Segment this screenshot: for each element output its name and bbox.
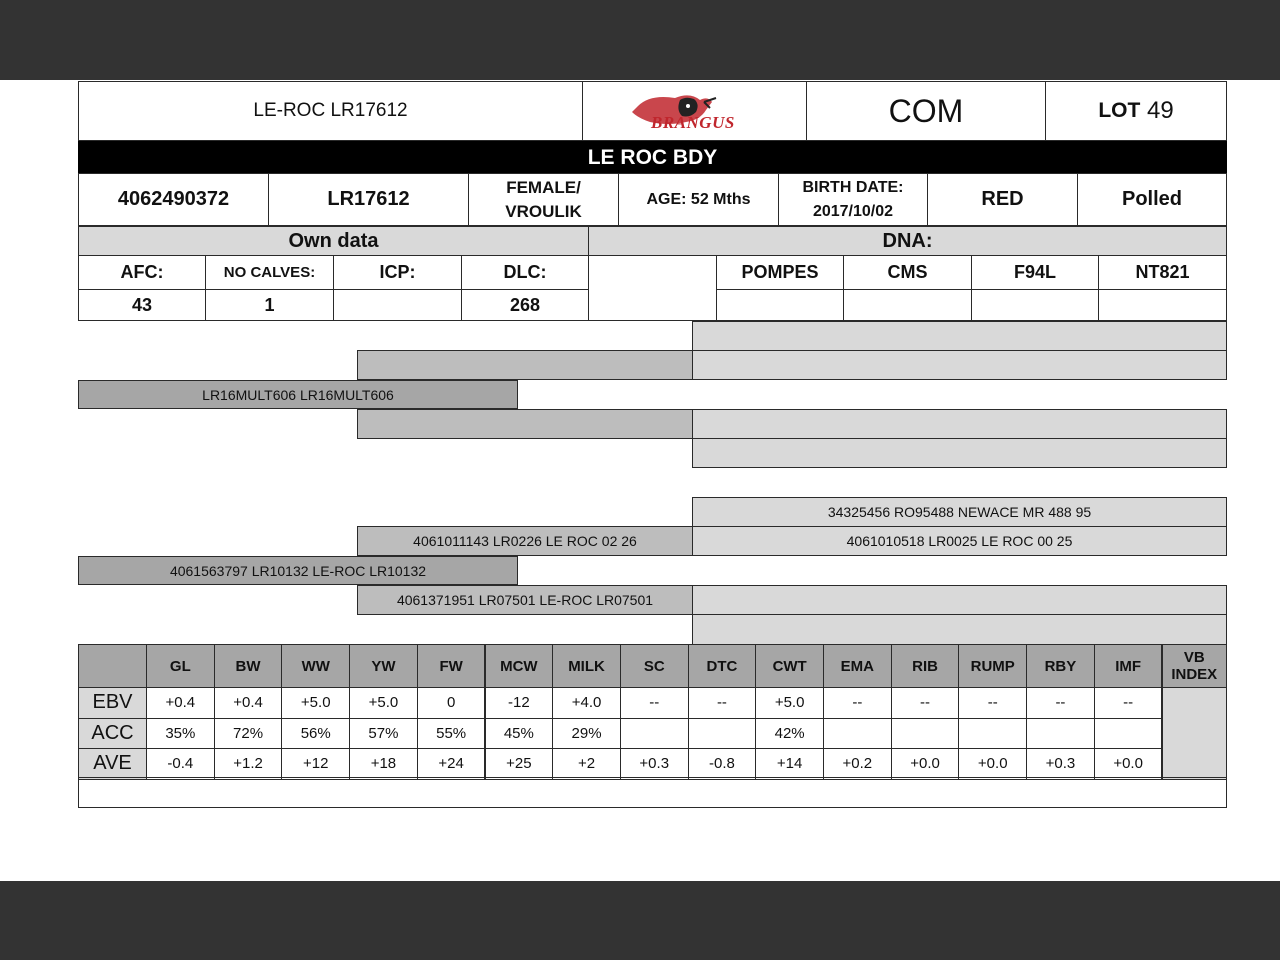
ebv-value-cell bbox=[417, 748, 486, 780]
ebv-value-cell bbox=[485, 748, 554, 780]
ebv-col-header-text: CWT bbox=[772, 657, 807, 675]
ebv-value-cell bbox=[281, 748, 350, 780]
ebv-value-cell-text: +0.0 bbox=[1113, 755, 1143, 773]
afc-value: 43 bbox=[78, 289, 206, 321]
ebv-row-label-text: ACC bbox=[91, 721, 134, 744]
ebv-col-header bbox=[620, 644, 689, 688]
category-cell bbox=[806, 81, 1046, 141]
ebv-row-label bbox=[78, 687, 147, 719]
ebv-row-label-text: AVE bbox=[93, 752, 132, 775]
ebv-value-cell-text: 57% bbox=[368, 724, 399, 742]
ebv-value-cell bbox=[620, 718, 689, 750]
ebv-value-cell-text: +25 bbox=[506, 755, 532, 773]
ebv-value-cell bbox=[1026, 718, 1095, 750]
nt821-label: NT821 bbox=[1098, 255, 1227, 290]
ebv-value-cell bbox=[823, 748, 892, 780]
sire: LR16MULT606 LR16MULT606 bbox=[202, 386, 394, 403]
ebv-value-cell bbox=[755, 687, 824, 719]
ebv-value-cell bbox=[349, 748, 418, 780]
category: COM bbox=[888, 92, 964, 129]
dam-sire: 4061011143 LR0226 LE ROC 02 26 bbox=[413, 533, 637, 549]
horn-cell bbox=[1077, 173, 1227, 226]
vb-index-header bbox=[1162, 644, 1228, 688]
reg-number-cell bbox=[78, 173, 269, 226]
sex: FEMALE/ VROULIK bbox=[505, 177, 582, 221]
ebv-row-label-text: EBV bbox=[92, 691, 133, 714]
ebv-value-cell bbox=[1026, 687, 1095, 719]
animal-id-cell bbox=[78, 81, 583, 141]
ebv-col-header-text: FW bbox=[439, 657, 463, 675]
ebv-value-cell-text: 42% bbox=[774, 724, 805, 742]
icp-value bbox=[333, 289, 462, 321]
ebv-value-cell-text: 72% bbox=[233, 724, 264, 742]
ebv-value-cell bbox=[620, 748, 689, 780]
ebv-value-cell bbox=[214, 687, 283, 719]
sire-dam-cell bbox=[357, 409, 693, 439]
ebv-value-cell bbox=[620, 687, 689, 719]
ebv-value-cell-text: -12 bbox=[508, 694, 530, 712]
dam-sire-sire: 34325456 RO95488 NEWACE MR 488 95 bbox=[827, 504, 1092, 520]
ebv-value-cell-text: +1.2 bbox=[233, 755, 263, 773]
age-cell bbox=[618, 173, 779, 226]
ebv-value-cell-text: 56% bbox=[300, 724, 331, 742]
ebv-value-cell-text: +18 bbox=[370, 755, 397, 773]
ebv-value-cell bbox=[146, 718, 215, 750]
ebv-col-header-text: SC bbox=[643, 657, 665, 675]
icp-label: ICP: bbox=[333, 255, 462, 290]
ebv-col-header-text: RBY bbox=[1044, 657, 1077, 675]
ebv-col-header-text: DTC bbox=[706, 657, 738, 675]
ebv-value-cell bbox=[552, 687, 621, 719]
own-data-header bbox=[78, 226, 589, 256]
ebv-col-header bbox=[281, 644, 350, 688]
ebv-col-header bbox=[214, 644, 283, 688]
ebv-col-header-text: BW bbox=[235, 657, 261, 675]
ebv-value-cell bbox=[417, 718, 486, 750]
dlc-value: 268 bbox=[461, 289, 589, 321]
ebv-col-header bbox=[823, 644, 892, 688]
dam-sire-dam-cell bbox=[692, 526, 1227, 556]
ebv-value-cell bbox=[214, 718, 283, 750]
ebv-col-header bbox=[349, 644, 418, 688]
bottom-band bbox=[0, 881, 1280, 960]
ebv-value-cell bbox=[281, 718, 350, 750]
ebv-value-cell bbox=[485, 687, 554, 719]
ebv-value-cell-text: 35% bbox=[165, 724, 196, 742]
birth-date-cell bbox=[778, 173, 928, 226]
ebv-col-header bbox=[1026, 644, 1095, 688]
ebv-value-cell-text: +4.0 bbox=[571, 694, 602, 712]
horn-status: Polled bbox=[1121, 188, 1182, 210]
lot-number: 49 bbox=[1146, 97, 1174, 124]
sire-sire-cell bbox=[357, 350, 693, 380]
ebv-value-cell-text: -0.8 bbox=[709, 755, 735, 773]
birth-date-label: BIRTH DATE: bbox=[802, 178, 904, 196]
ebv-value-cell bbox=[891, 687, 960, 719]
ebv-value-cell-text: -- bbox=[852, 694, 863, 712]
ebv-value-cell-text: -- bbox=[649, 694, 660, 712]
ebv-value-cell bbox=[755, 718, 824, 750]
ebv-value-cell-text: +0.4 bbox=[165, 694, 196, 712]
ebv-value-cell-text: +0.0 bbox=[977, 755, 1008, 773]
ebv-value-cell-text: +0.3 bbox=[639, 755, 670, 773]
logo-text: BRANGUS bbox=[651, 113, 735, 132]
ebv-col-header-text: EMA bbox=[840, 657, 875, 675]
ebv-corner-cell bbox=[78, 644, 147, 688]
ebv-value-cell-text: 55% bbox=[436, 724, 467, 742]
sire-sire-dam-cell bbox=[692, 350, 1227, 380]
animal-name: LE ROC BDY bbox=[587, 145, 718, 169]
sire-sire-sire-cell bbox=[692, 321, 1227, 351]
ebv-value-cell-text: +5.0 bbox=[774, 694, 805, 712]
ebv-col-header bbox=[552, 644, 621, 688]
top-band bbox=[0, 0, 1280, 80]
ebv-value-cell bbox=[485, 718, 554, 750]
ebv-value-cell bbox=[958, 687, 1027, 719]
ebv-value-cell bbox=[688, 687, 757, 719]
ebv-col-header-text: GL bbox=[169, 657, 191, 675]
age: AGE: 52 Mths bbox=[646, 190, 751, 208]
ebv-value-cell bbox=[417, 687, 486, 719]
tag-number: LR17612 bbox=[327, 188, 410, 210]
dlc-label: DLC: bbox=[461, 255, 589, 290]
no-calves-value: 1 bbox=[205, 289, 334, 321]
ebv-value-cell-text: -- bbox=[920, 694, 931, 712]
ebv-value-cell bbox=[281, 687, 350, 719]
ebv-col-header bbox=[485, 644, 554, 688]
ebv-value-cell bbox=[146, 748, 215, 780]
ebv-value-cell bbox=[1094, 748, 1163, 780]
ebv-value-cell bbox=[552, 718, 621, 750]
ebv-col-header-text: RIB bbox=[912, 657, 938, 675]
nt821-value bbox=[1098, 289, 1227, 321]
f94l-value bbox=[971, 289, 1099, 321]
f94l-label: F94L bbox=[971, 255, 1099, 290]
dam-dam-cell bbox=[357, 585, 693, 615]
vb-index-header-text: VB INDEX bbox=[1171, 649, 1218, 683]
ebv-value-cell bbox=[823, 718, 892, 750]
ebv-value-cell-text: -0.4 bbox=[167, 755, 194, 773]
ebv-value-cell bbox=[958, 718, 1027, 750]
cms-value bbox=[843, 289, 972, 321]
ebv-value-cell bbox=[214, 748, 283, 780]
ebv-value-cell bbox=[823, 687, 892, 719]
ebv-value-cell bbox=[891, 748, 960, 780]
ebv-col-header bbox=[146, 644, 215, 688]
ebv-value-cell-text: -- bbox=[1055, 694, 1066, 712]
sire-cell bbox=[78, 380, 518, 409]
tag-cell bbox=[268, 173, 469, 226]
dna-title: DNA: bbox=[882, 229, 933, 252]
dam: 4061563797 LR10132 LE-ROC LR10132 bbox=[169, 562, 427, 579]
ebv-value-cell-text: +0.2 bbox=[842, 755, 873, 773]
ebv-value-cell-text: +0.0 bbox=[910, 755, 940, 773]
ebv-value-cell bbox=[146, 687, 215, 719]
pompes-value bbox=[716, 289, 844, 321]
sire-dam-dam-cell bbox=[692, 438, 1227, 468]
ebv-col-header-text: MILK bbox=[568, 657, 605, 675]
colour-cell bbox=[927, 173, 1078, 226]
lot-label: LOT bbox=[1098, 99, 1141, 122]
ebv-col-header bbox=[958, 644, 1027, 688]
ebv-value-cell bbox=[688, 718, 757, 750]
ebv-value-cell-text: +5.0 bbox=[300, 694, 331, 712]
ebv-value-cell-text: -- bbox=[1123, 694, 1134, 712]
ebv-col-header-text: WW bbox=[301, 657, 330, 675]
ebv-value-cell bbox=[958, 748, 1027, 780]
ebv-col-header bbox=[688, 644, 757, 688]
colour: RED bbox=[981, 188, 1024, 210]
sex-cell bbox=[468, 173, 619, 226]
no-calves-label: NO CALVES: bbox=[205, 255, 334, 290]
dna-blank-cell bbox=[588, 255, 717, 321]
ebv-value-cell-text: +2 bbox=[577, 755, 596, 773]
ebv-value-cell-text: +5.0 bbox=[368, 694, 399, 712]
ebv-col-header bbox=[891, 644, 960, 688]
sire-dam-sire-cell bbox=[692, 409, 1227, 439]
ebv-value-cell-text: +14 bbox=[776, 755, 803, 773]
ebv-row-label bbox=[78, 718, 147, 750]
ebv-value-cell bbox=[349, 687, 418, 719]
ebv-value-cell-text: +24 bbox=[438, 755, 464, 773]
pompes-label: POMPES bbox=[716, 255, 844, 290]
ebv-value-cell-text: +12 bbox=[303, 755, 329, 773]
ebv-value-cell-text: +0.3 bbox=[1045, 755, 1076, 773]
dam-dam: 4061371951 LR07501 LE-ROC LR07501 bbox=[396, 592, 654, 608]
dna-header bbox=[588, 226, 1227, 256]
ebv-value-cell bbox=[688, 748, 757, 780]
ebv-col-header-text: YW bbox=[371, 657, 396, 675]
ebv-value-cell-text: 45% bbox=[503, 724, 534, 742]
name-bar bbox=[78, 141, 1227, 174]
dam-sire-sire-cell bbox=[692, 497, 1227, 527]
ebv-col-header-text: IMF bbox=[1115, 657, 1142, 675]
ebv-value-cell bbox=[1094, 687, 1163, 719]
ebv-col-header bbox=[1094, 644, 1163, 688]
ebv-value-cell-text: 29% bbox=[571, 724, 602, 742]
ebv-value-cell bbox=[1094, 718, 1163, 750]
ebv-col-header bbox=[755, 644, 824, 688]
reg-number: 4062490372 bbox=[117, 188, 230, 210]
brangus-logo bbox=[582, 81, 807, 141]
dam-dam-sire-cell bbox=[692, 585, 1227, 615]
ebv-col-header-text: MCW bbox=[500, 657, 538, 675]
ebv-value-cell-text: 0 bbox=[446, 694, 456, 712]
ebv-row-label bbox=[78, 748, 147, 780]
dam-dam-dam-cell bbox=[692, 614, 1227, 645]
dam-sire-dam: 4061010518 LR0025 LE ROC 00 25 bbox=[846, 533, 1073, 549]
ebv-value-cell bbox=[349, 718, 418, 750]
ebv-value-cell bbox=[755, 748, 824, 780]
ebv-value-cell bbox=[552, 748, 621, 780]
afc-label: AFC: bbox=[78, 255, 206, 290]
ebv-col-header bbox=[417, 644, 486, 688]
footer-blank-row bbox=[78, 777, 1227, 808]
cms-label: CMS bbox=[843, 255, 972, 290]
ebv-value-cell-text: -- bbox=[987, 694, 998, 712]
ebv-value-cell-text: +0.4 bbox=[233, 694, 263, 712]
own-data-title: Own data bbox=[288, 229, 379, 252]
ebv-value-cell bbox=[891, 718, 960, 750]
ebv-value-cell-text: -- bbox=[716, 694, 727, 712]
animal-id: LE-ROC LR17612 bbox=[253, 100, 408, 121]
ebv-value-cell bbox=[1026, 748, 1095, 780]
birth-date: 2017/10/02 bbox=[812, 202, 894, 220]
dam-cell bbox=[78, 556, 518, 585]
ebv-col-header-text: RUMP bbox=[970, 657, 1015, 675]
lot-cell bbox=[1045, 81, 1227, 141]
vb-index-value-cell bbox=[1162, 687, 1228, 780]
dam-sire-cell bbox=[357, 526, 693, 556]
